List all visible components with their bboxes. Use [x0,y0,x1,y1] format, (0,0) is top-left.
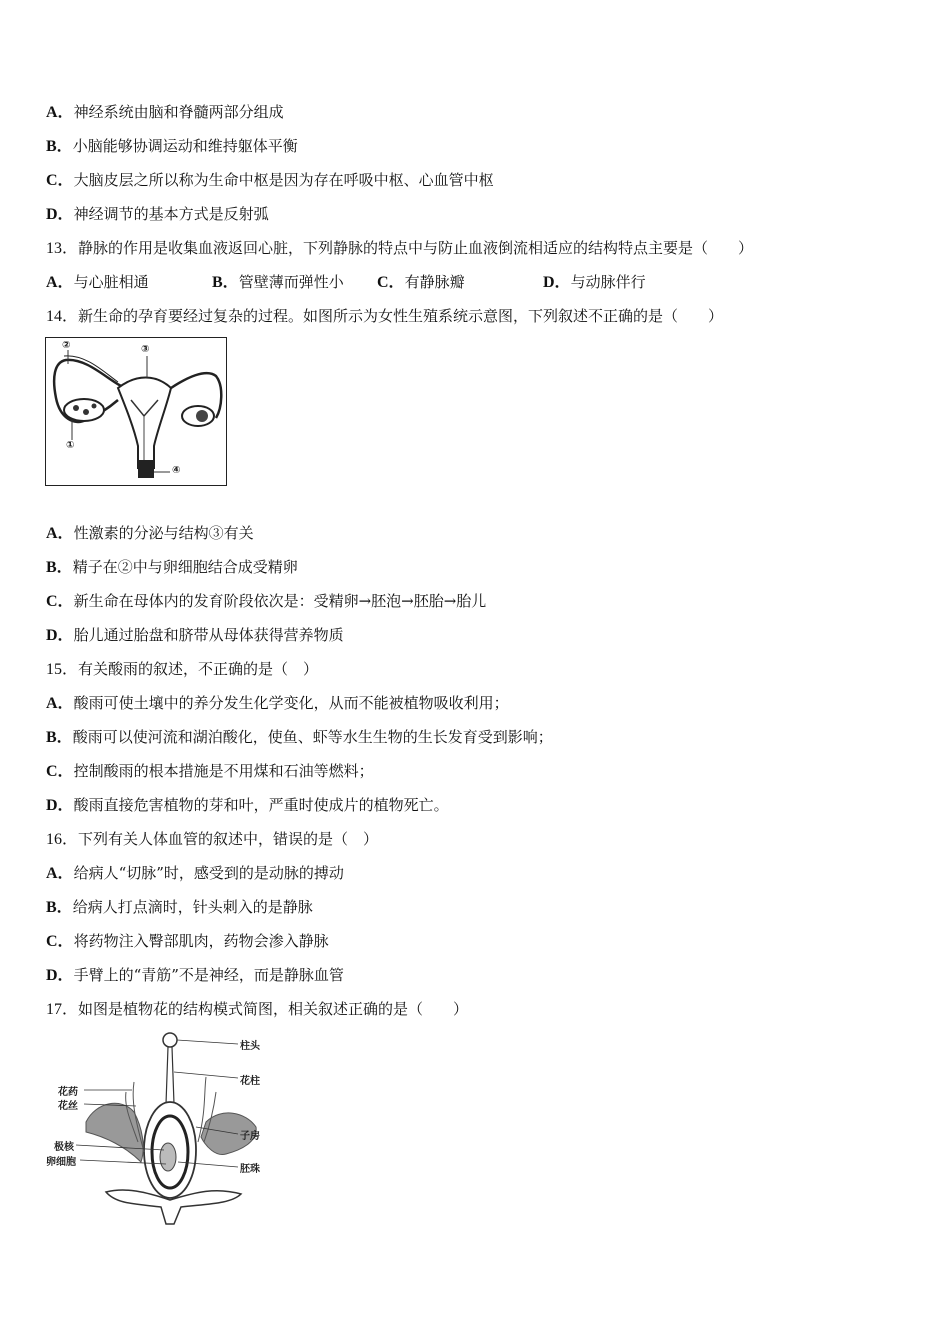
option-text: 神经调节的基本方式是反射弧 [73,205,269,223]
option-text: 酸雨可使土壤中的养分发生化学变化，从而不能被植物吸收利用； [73,694,509,712]
option-text: 神经系统由脑和脊髓两部分组成 [73,103,284,121]
label-filament: 花丝 [58,1101,78,1112]
q13-stem [46,238,753,259]
option-letter: B． [46,899,73,916]
q16-stem [46,829,378,850]
question-text: 如图是植物花的结构模式简图，相关叙述正确的是（ ） [78,1000,469,1018]
question-number: 17． [46,1001,79,1018]
label-anther: 花药 [58,1087,78,1098]
option-letter: A． [46,274,74,291]
question-text: 下列有关人体血管的叙述中，错误的是（ ） [78,830,379,848]
question-number: 16． [46,831,79,848]
option-text: 管壁薄而弹性小 [238,273,344,291]
q12-option-a [46,102,284,123]
option-text: 将药物注入臀部肌肉，药物会渗入静脉 [73,932,329,950]
option-letter: A． [46,865,74,882]
q16-option-b [46,897,313,918]
q14-stem [46,306,723,327]
option-text: 酸雨直接危害植物的芽和叶，严重时使成片的植物死亡。 [73,796,449,814]
option-letter: A． [46,525,74,542]
q12-option-d [46,204,269,225]
q15-option-b [46,727,553,748]
option-text: 大脑皮层之所以称为生命中枢是因为存在呼吸中枢、心血管中枢 [73,171,494,189]
q14-option-d [46,625,344,646]
option-letter: C． [46,172,74,189]
option-letter: C． [377,274,405,291]
option-text: 有静脉瓣 [404,273,465,291]
option-letter: A． [46,695,74,712]
figure-label-3: ③ [141,344,150,355]
q17-stem [46,999,468,1020]
option-letter: A． [46,104,74,121]
label-egg-cell: 卵细胞 [46,1157,76,1168]
flower-structure-figure [46,1032,276,1227]
figure-label-2: ② [62,340,71,351]
option-letter: D． [46,967,74,984]
uterus-diagram-icon [46,338,226,484]
option-letter: D． [46,627,74,644]
label-style: 花柱 [240,1076,260,1087]
option-letter: C． [46,933,74,950]
question-number: 13． [46,240,79,257]
label-ovary: 子房 [240,1131,260,1142]
figure-label-1: ① [66,440,75,451]
female-reproductive-system-figure [45,337,227,486]
question-text: 静脉的作用是收集血液返回心脏，下列静脉的特点中与防止血液倒流相适应的结构特点主要是（ ） [78,239,754,257]
q12-option-c [46,170,494,191]
q15-stem [46,659,318,680]
q15-option-a [46,693,509,714]
q13-option-a [46,272,149,293]
option-letter: D． [543,274,571,291]
option-text: 新生命在母体内的发育阶段依次是：受精卵→胚泡→胚胎→胎儿 [73,592,487,610]
q14-option-a [46,523,254,544]
question-number: 14． [46,308,79,325]
option-letter: B． [46,559,73,576]
option-text: 控制酸雨的根本措施是不用煤和石油等燃料； [73,762,374,780]
q14-option-b [46,557,298,578]
option-letter: B． [212,274,239,291]
q13-option-b [212,272,344,293]
option-text: 精子在②中与卵细胞结合成受精卵 [72,558,298,576]
option-text: 胎儿通过胎盘和脐带从母体获得营养物质 [73,626,344,644]
figure-label-4: ④ [172,465,181,476]
label-polar-nuclei: 极核 [54,1142,74,1153]
option-text: 性激素的分泌与结构③有关 [73,524,254,542]
q14-option-c [46,591,486,612]
q15-option-d [46,795,449,816]
q13-option-c [377,272,465,293]
option-text: 手臂上的“青筋”不是神经，而是静脉血管 [73,966,344,984]
q16-option-c [46,931,329,952]
q15-option-c [46,761,374,782]
option-letter: D． [46,206,74,223]
option-letter: B． [46,138,73,155]
option-text: 酸雨可以使河流和湖泊酸化，使鱼、虾等水生生物的生长发育受到影响； [72,728,553,746]
q13-option-d [543,272,646,293]
q16-option-d [46,965,344,986]
label-ovule: 胚珠 [240,1164,260,1175]
option-letter: C． [46,763,74,780]
option-text: 与动脉伴行 [570,273,646,291]
option-letter: C． [46,593,74,610]
option-letter: D． [46,797,74,814]
q12-option-b [46,136,298,157]
q16-option-a [46,863,344,884]
option-text: 给病人“切脉”时，感受到的是动脉的搏动 [73,864,344,882]
question-text: 新生命的孕育要经过复杂的过程。如图所示为女性生殖系统示意图，下列叙述不正确的是（ ） [78,307,724,325]
option-text: 给病人打点滴时，针头刺入的是静脉 [72,898,313,916]
label-stigma: 柱头 [240,1041,260,1052]
question-text: 有关酸雨的叙述，不正确的是（ ） [78,660,319,678]
question-number: 15． [46,661,79,678]
option-text: 与心脏相通 [73,273,149,291]
option-text: 小脑能够协调运动和维持躯体平衡 [72,137,298,155]
option-letter: B． [46,729,73,746]
